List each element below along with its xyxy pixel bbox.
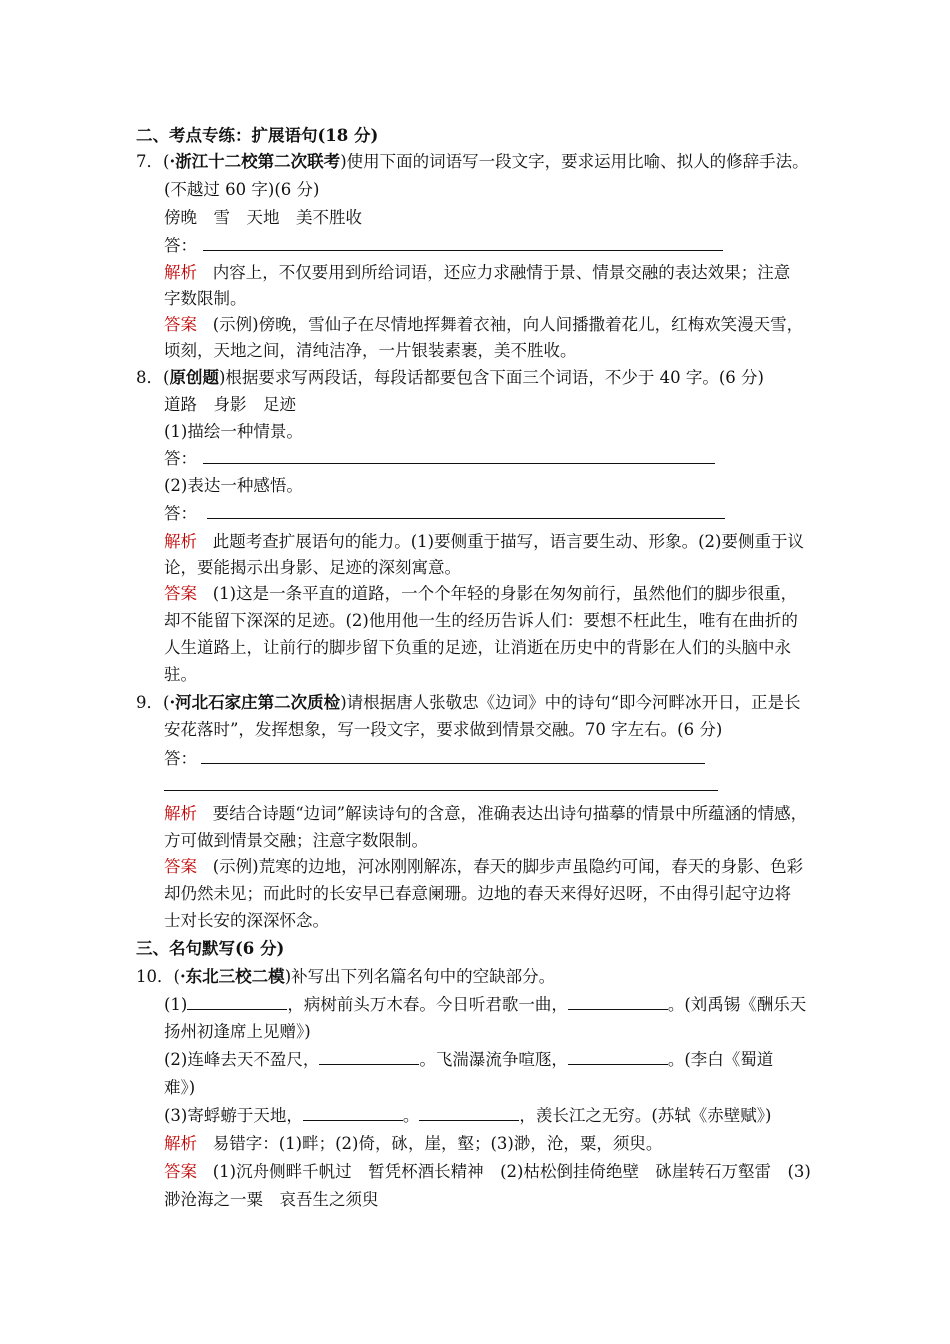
q10-item1-text: ，病树前头万木春。今日听君歌一曲，: [287, 995, 568, 1014]
q7-analysis: [164, 263, 790, 283]
q9-answer-text3: 士对长安的深深怀念。: [164, 911, 329, 930]
section-heading-2: 二、考点专练：扩展语句(18 分): [136, 126, 379, 145]
q8-answer-tag: 答案: [164, 584, 197, 603]
q9-answer-line: [164, 749, 705, 769]
q9-stem-text: )请根据唐人张敬忠《边词》中的诗句“即今河畔冰开日，正是长: [340, 693, 801, 712]
q8-answer-text1: (1)这是一条平直的道路，一个个年轻的身影在匆匆前行，虽然他们的脚步很重，: [212, 584, 798, 603]
q10-item1-source: 。(刘禹锡《酬乐天: [667, 995, 807, 1014]
q10-item3-text: ，羡长江之无穷。(苏轼《赤壁赋》): [519, 1106, 772, 1125]
q10-answer: [164, 1162, 811, 1182]
q8-stem-text: )根据要求写两段话，每段话都要包含下面三个词语，不少于 40 字。(6 分): [218, 368, 764, 387]
q9-analysis: [164, 804, 807, 824]
q8-stem: [136, 368, 764, 388]
q8-part2: (2)表达一种感悟。: [164, 476, 303, 495]
q10-blank3: [319, 1050, 419, 1065]
q10-item3: [164, 1106, 772, 1126]
q9-answer-text2: 却仍然未见；而此时的长安早已春意阑珊。边地的春天来得好迟呀，不由得引起守边将: [164, 884, 791, 903]
q10-answer-tag: 答案: [164, 1162, 197, 1181]
q9-answer-blank2: [164, 776, 718, 791]
q10-analysis: [164, 1134, 662, 1154]
q9-analysis-line2: 方可做到情景交融；注意字数限制。: [164, 831, 428, 850]
q10-item1-line2: 扬州初逢席上见赠》): [164, 1022, 311, 1041]
q10-item1-prefix: (1): [164, 995, 188, 1014]
q10-stem: [136, 967, 555, 987]
q7-answer-line2: 顷刻，天地之间，清纯洁净，一片银装素裹，美不胜收。: [164, 341, 577, 360]
q8-source: 原创题: [169, 368, 219, 387]
q8-answer-blank1: [203, 449, 715, 464]
q10-item2: [164, 1050, 773, 1070]
q8-answer-blank2: [207, 504, 725, 519]
q8-answer-text4: 驻。: [164, 665, 197, 684]
q9-number: 9．(: [136, 693, 170, 712]
q7-analysis-line1: 内容上，不仅要用到所给词语，还应力求融情于景、情景交融的表达效果；注意: [212, 263, 791, 282]
q10-answer-text2: 渺沧海之一粟 哀吾生之须臾: [164, 1190, 379, 1209]
q10-blank2: [568, 995, 668, 1010]
q9-answer-text1: (示例)荒寒的边地，河冰刚刚解冻，春天的脚步声虽隐约可闻，春天的身影、色彩: [212, 857, 804, 876]
q7-stem: [136, 152, 809, 172]
q7-source: ·浙江十二校第二次联考: [169, 152, 341, 171]
q8-analysis: [164, 532, 804, 552]
q7-answer-blank: [203, 236, 723, 251]
q8-answer-line1: [164, 449, 715, 469]
q8-answer: [164, 584, 797, 604]
q8-answer-label1: 答：: [164, 449, 197, 468]
q10-number: 10．(: [136, 967, 180, 986]
q7-analysis-line2: 字数限制。: [164, 289, 247, 308]
q8-answer-label2: 答：: [164, 504, 197, 523]
q7-number: 7．(: [136, 152, 170, 171]
q9-analysis-line1: 要结合诗题“边词”解读诗句的含意，准确表达出诗句描摹的情景中所蕴涵的情感，: [212, 804, 808, 823]
q9-answer: [164, 857, 803, 877]
q10-blank4: [568, 1050, 668, 1065]
q9-answer-blank: [201, 749, 705, 764]
q8-analysis-line1: 此题考查扩展语句的能力。(1)要侧重于描写，语言要生动、形象。(2)要侧重于议: [212, 532, 804, 551]
q10-source: ·东北三校二模: [179, 967, 285, 986]
q10-item3-prefix: (3)寄蜉蝣于天地，: [164, 1106, 303, 1125]
q8-answer-line2: [164, 504, 725, 524]
q9-stem-line2: 安花落时”，发挥想象，写一段文字，要求做到情景交融。70 字左右。(6 分): [164, 720, 723, 739]
section-heading-3: 三、名句默写(6 分): [136, 939, 285, 958]
q9-source: ·河北石家庄第二次质检: [169, 693, 341, 712]
q8-analysis-line2: 论，要能揭示出身影、足迹的深刻寓意。: [164, 558, 461, 577]
q10-analysis-tag: 解析: [164, 1134, 197, 1153]
q7-stem-line2: (不越过 60 字)(6 分): [164, 180, 320, 199]
q9-answer-line2: [164, 776, 718, 796]
q9-analysis-tag: 解析: [164, 804, 197, 823]
q10-item1: [164, 995, 806, 1015]
q8-answer-text3: 人生道路上，让前行的脚步留下负重的足迹，让消逝在历史中的背影在人们的头脑中永: [164, 638, 791, 657]
q7-answer-line: [164, 236, 723, 256]
q8-words: 道路 身影 足迹: [164, 395, 296, 414]
q9-stem: [136, 693, 801, 713]
q10-analysis-line1: 易错字：(1)畔；(2)倚，砯，崖，壑；(3)渺，沧，粟，须臾。: [212, 1134, 663, 1153]
q10-blank6: [419, 1106, 519, 1121]
q8-analysis-tag: 解析: [164, 532, 197, 551]
q10-item3-sep: 。: [402, 1106, 420, 1125]
q8-answer-text2: 却不能留下深深的足迹。(2)他用他一生的经历告诉人们：要想不枉此生，唯有在曲折的: [164, 611, 798, 630]
q9-answer-tag: 答案: [164, 857, 197, 876]
q7-analysis-tag: 解析: [164, 263, 197, 282]
q10-answer-text1: (1)沉舟侧畔千帆过 暂凭杯酒长精神 (2)枯松倒挂倚绝壁 砯崖转石万壑雷 (3): [212, 1162, 811, 1181]
q7-answer: [164, 315, 803, 335]
q7-answer-label: 答：: [164, 236, 197, 255]
q10-item2-line2: 难》): [164, 1078, 196, 1097]
q10-stem-text: )补写出下列名篇名句中的空缺部分。: [284, 967, 556, 986]
q9-answer-label: 答：: [164, 749, 197, 768]
q10-blank1: [187, 995, 287, 1010]
q7-words: 傍晚 雪 天地 美不胜收: [164, 208, 362, 227]
q7-answer-line1: (示例)傍晚，雪仙子在尽情地挥舞着衣袖，向人间播撒着花儿，红梅欢笑漫天雪，: [212, 315, 804, 334]
q10-item2-source: 。(李白《蜀道: [667, 1050, 774, 1069]
q7-stem-text: )使用下面的词语写一段文字，要求运用比喻、拟人的修辞手法。: [340, 152, 809, 171]
q8-number: 8．(: [136, 368, 170, 387]
q10-item2-prefix: (2)连峰去天不盈尺，: [164, 1050, 320, 1069]
q7-answer-tag: 答案: [164, 315, 197, 334]
q8-part1: (1)描绘一种情景。: [164, 422, 303, 441]
q10-item2-text: 。飞湍瀑流争喧豗，: [419, 1050, 568, 1069]
q10-blank5: [303, 1106, 403, 1121]
